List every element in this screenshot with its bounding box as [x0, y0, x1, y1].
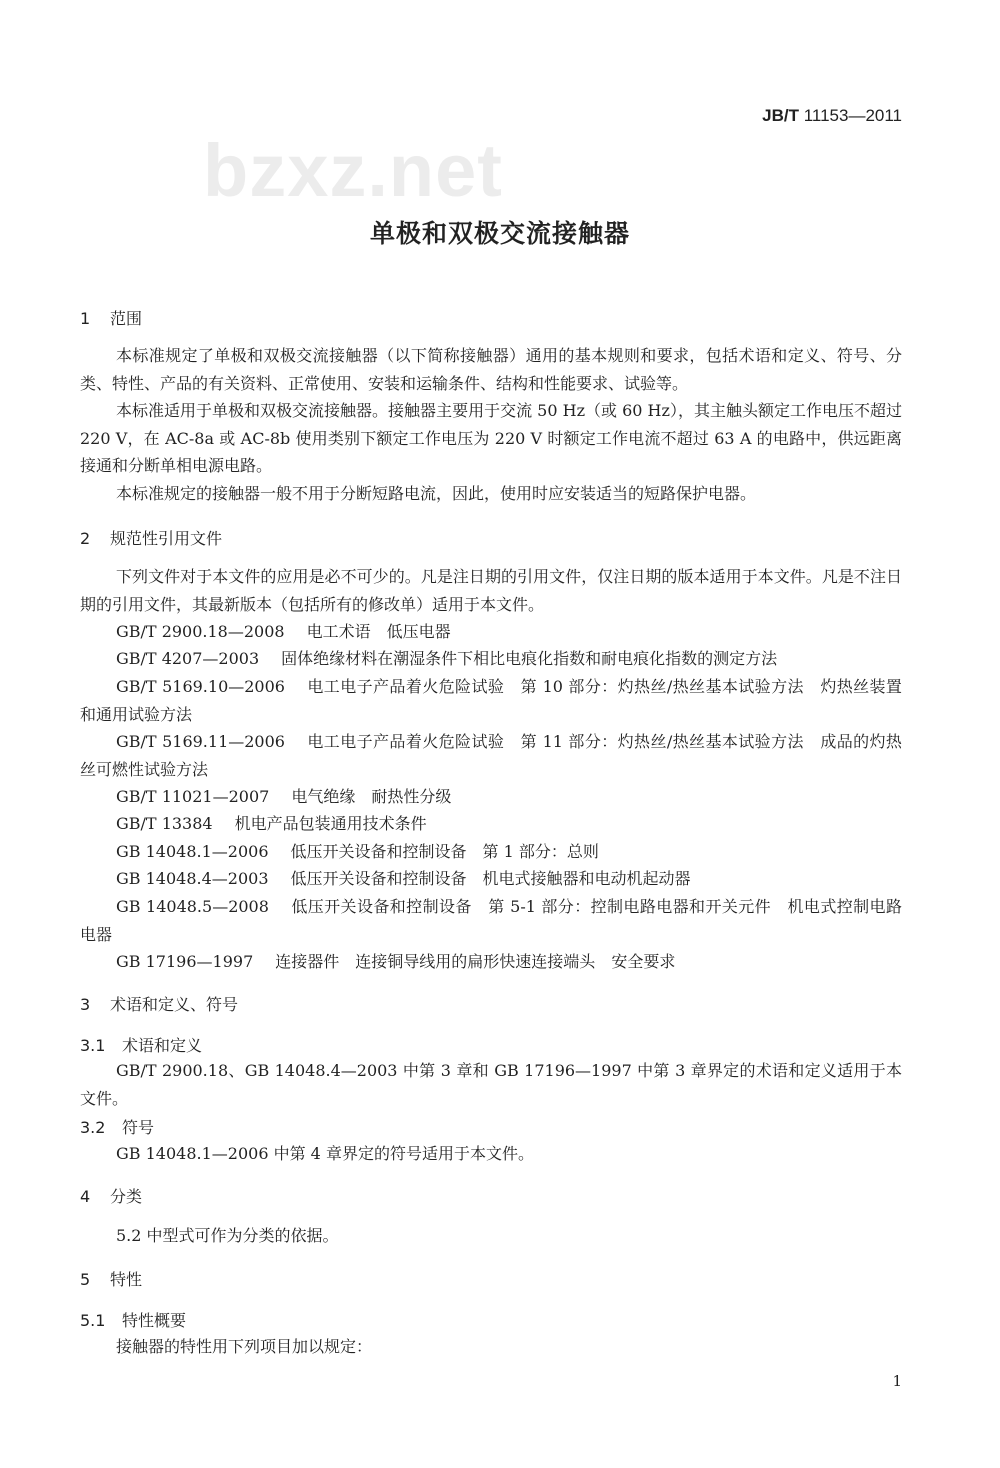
reference-code: GB/T 5169.11—2006 [116, 732, 285, 751]
reference-item [80, 838, 902, 866]
reference-title: 第 11 部分：灼热丝/热丝基本试验方法 [520, 732, 804, 751]
reference-title: 机电式控制电路电器 [80, 897, 902, 944]
section-number: 3.2 [80, 1118, 106, 1137]
reference-code: GB/T 13384 [116, 814, 213, 833]
section-number: 2 [80, 529, 91, 548]
reference-code: GB 17196—1997 [116, 952, 254, 971]
reference-code: GB/T 2900.18—2008 [116, 622, 285, 641]
paragraph: 接触器的特性用下列项目加以规定： [116, 1337, 373, 1356]
reference-title: 低压开关设备和控制设备 [290, 842, 467, 861]
reference-code: GB/T 11021—2007 [116, 787, 270, 806]
reference-title: 第 1 部分：总则 [482, 842, 599, 861]
reference-title: 固体绝缘材料在潮湿条件下相比电痕化指数和耐电痕化指数的测定方法 [281, 649, 778, 668]
reference-title: 低压开关设备和控制设备 [290, 897, 472, 916]
section-number: 3 [80, 995, 91, 1014]
reference-title: 电工电子产品着火危险试验 [306, 732, 505, 751]
reference-code: GB 14048.1—2006 [116, 842, 269, 861]
reference-title: 电气绝缘 [291, 787, 356, 806]
reference-item [80, 948, 902, 976]
reference-title: 第 10 部分：灼热丝/热丝基本试验方法 [520, 677, 804, 696]
subsection-3-2-heading [80, 1115, 154, 1138]
reference-item [80, 893, 902, 948]
reference-code: GB 14048.4—2003 [116, 869, 269, 888]
section-number: 5 [80, 1270, 91, 1289]
reference-code: GB/T 5169.10—2006 [116, 677, 285, 696]
reference-title: 低压电器 [386, 622, 451, 641]
paragraph: 5.2 中型式可作为分类的依据。 [116, 1226, 339, 1245]
section-title: 分类 [110, 1187, 143, 1206]
section-3-heading [80, 992, 238, 1015]
reference-code: GB 14048.5—2008 [116, 897, 269, 916]
reference-item [80, 618, 902, 646]
section-number: 1 [80, 309, 91, 328]
reference-title: 耐热性分级 [371, 787, 452, 806]
reference-title: 灼热丝装置和通用试验方法 [80, 677, 902, 724]
reference-code: GB/T 4207—2003 [116, 649, 260, 668]
standard-number: 11153—2011 [798, 106, 902, 125]
reference-title: 机电式接触器和电动机起动器 [482, 869, 691, 888]
reference-item [80, 810, 902, 838]
section-title: 规范性引用文件 [110, 529, 223, 548]
reference-item [80, 865, 902, 893]
section-title: 范围 [110, 309, 143, 328]
page-number: 1 [892, 1372, 902, 1390]
reference-title: 安全要求 [611, 952, 676, 971]
paragraph: 下列文件对于本文件的应用是必不可少的。凡是注日期的引用文件，仅注日期的版本适用于本文件。凡是不注日期的引用文件，其最新版本（包括所有的修改单）适用于本文件。 [80, 567, 902, 614]
reference-title: 电工术语 [306, 622, 371, 641]
reference-item [80, 645, 902, 673]
document-title: 单极和双极交流接触器 [369, 219, 630, 248]
reference-item [80, 728, 902, 783]
standard-code [762, 106, 902, 126]
paragraph: GB/T 2900.18、GB 14048.4—2003 中第 3 章和 GB 17196—1997 中第 3 章界定的术语和定义适用于本文件。 [80, 1061, 902, 1108]
section-title: 特性概要 [122, 1311, 187, 1330]
section-title: 符号 [122, 1118, 155, 1137]
paragraph: GB 14048.1—2006 中第 4 章界定的符号适用于本文件。 [116, 1144, 534, 1163]
watermark: bzxz.net [203, 129, 503, 212]
section-1-heading [80, 306, 142, 329]
section-number: 3.1 [80, 1036, 106, 1055]
reference-title: 连接铜导线用的扁形快速连接端头 [355, 952, 596, 971]
paragraph: 本标准适用于单极和双极交流接触器。接触器主要用于交流 50 Hz（或 60 Hz），其主触头额定工作电压不超过 220 V，在 AC-8a 或 AC-8b 使用类别下额定工作电压为 220 V 时额定工作电流不超过 63 A 的电路中，供远距离接通和分断单相电源电路。 [80, 401, 902, 475]
section-title: 术语和定义 [122, 1036, 203, 1055]
section-title: 特性 [110, 1270, 143, 1289]
subsection-5-1-heading [80, 1308, 186, 1331]
reference-title: 第 5-1 部分：控制电路电器和开关元件 [488, 897, 772, 916]
standard-prefix: JB/T [762, 106, 799, 125]
reference-item [80, 673, 902, 728]
section-4-heading [80, 1184, 142, 1207]
reference-title: 连接器件 [275, 952, 340, 971]
paragraph: 本标准规定了单极和双极交流接触器（以下简称接触器）通用的基本规则和要求，包括术语和定义、符号、分类、特性、产品的有关资料、正常使用、安装和运输条件、结构和性能要求、试验等。 [80, 346, 902, 393]
section-number: 5.1 [80, 1311, 106, 1330]
reference-title: 低压开关设备和控制设备 [290, 869, 467, 888]
reference-item [80, 783, 902, 811]
reference-title: 成品的灼热丝可燃性试验方法 [80, 732, 902, 779]
paragraph: 本标准规定的接触器一般不用于分断短路电流，因此，使用时应安装适当的短路保护电器。 [116, 484, 757, 503]
reference-title: 电工电子产品着火危险试验 [306, 677, 505, 696]
section-number: 4 [80, 1187, 91, 1206]
reference-title: 机电产品包装通用技术条件 [234, 814, 427, 833]
section-2-heading [80, 526, 222, 549]
section-title: 术语和定义、符号 [110, 995, 239, 1014]
subsection-3-1-heading [80, 1033, 202, 1056]
section-5-heading [80, 1267, 142, 1290]
